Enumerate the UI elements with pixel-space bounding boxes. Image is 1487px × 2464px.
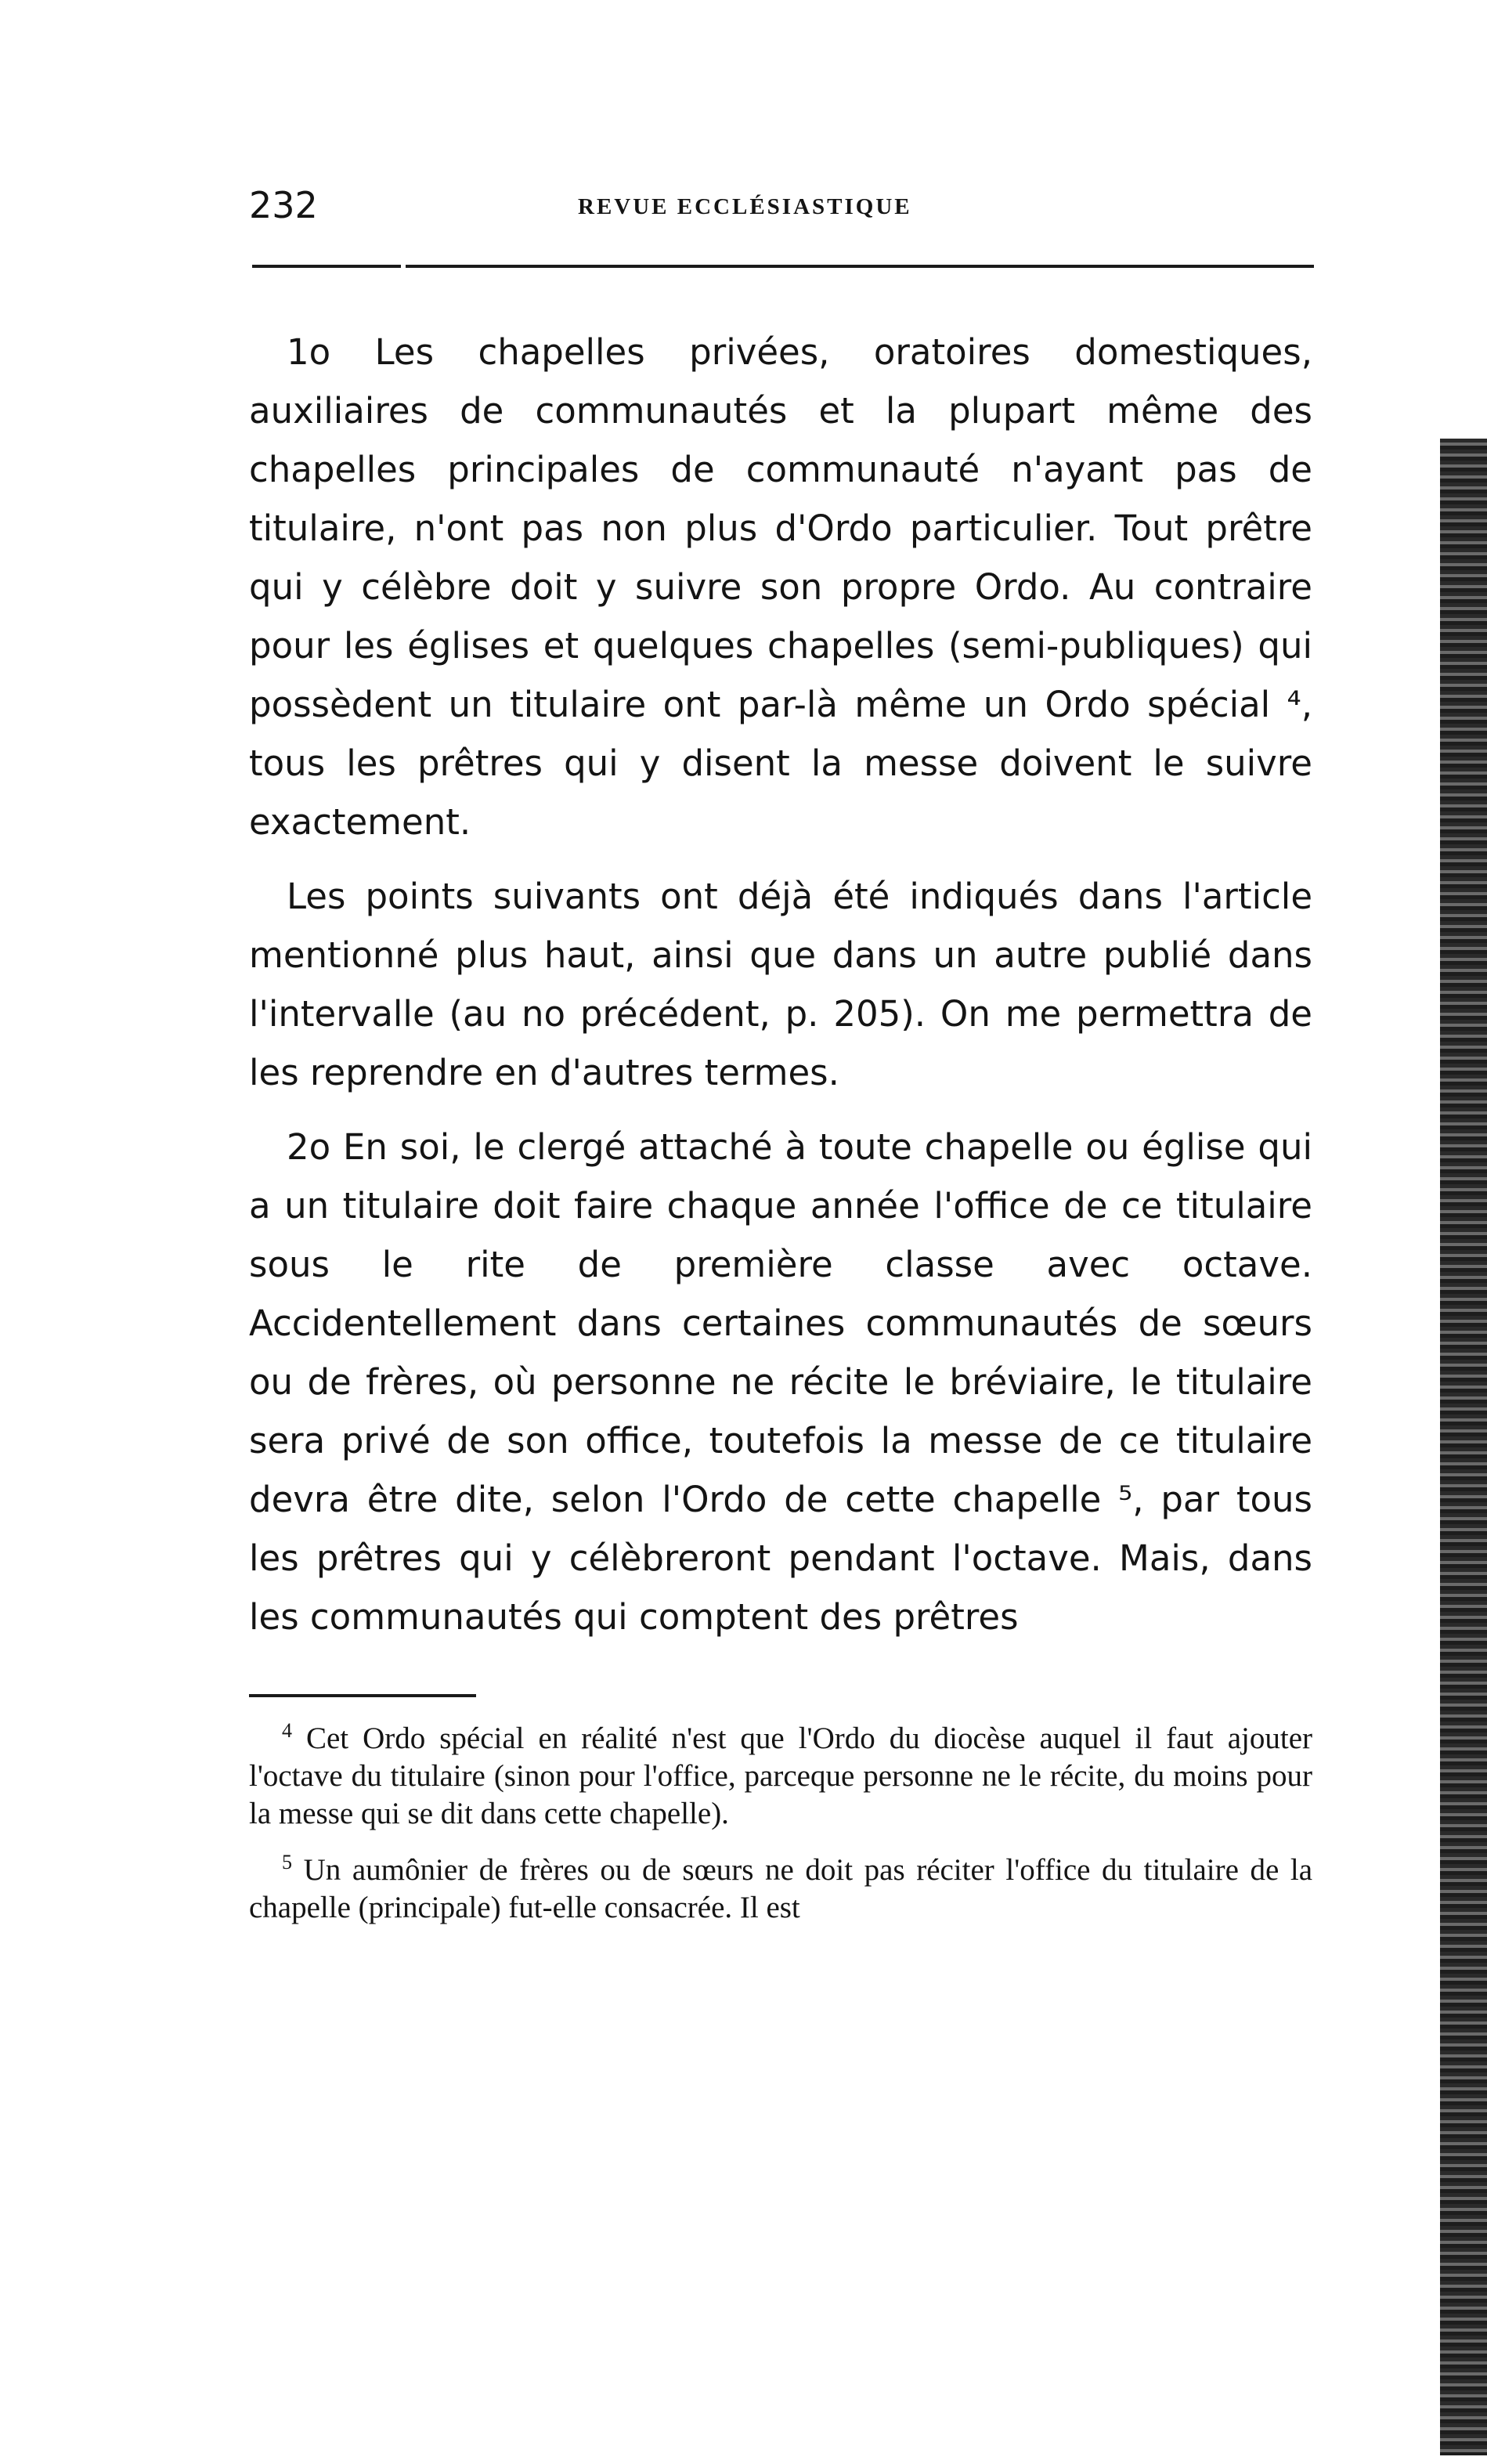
header-rule-left: [252, 265, 401, 268]
main-text: [249, 323, 1312, 1662]
page-number: 232: [249, 184, 318, 226]
footnotes: [249, 1720, 1312, 1946]
running-head: REVUE ECCLÉSIASTIQUE: [578, 194, 912, 219]
footnote-5-text: Un aumônier de frères ou de sœurs ne doit pas réciter l'office du titulaire de la chapelle (principale) fut-elle consacrée. Il est: [249, 1853, 1313, 1924]
paragraph-3: 2o En soi, le clergé attaché à toute chapelle ou église qui a un titulaire doit faire chaque année l'office de ce titulaire sous le rite de première classe avec octave. Accidentellement dans certaines communautés de sœurs ou de frères, où personne ne récite le bréviaire, le titulaire sera privé de son office, toutefois la messe de ce titulaire devra être dite, selon l'Ordo de cette chapelle ⁵, par tous les prêtres qui y célèbreront pendant l'octave. Mais, dans les communautés qui comptent des prêtres: [249, 1126, 1312, 1638]
footnote-4-mark: 4: [282, 1719, 292, 1742]
paragraph-1: 1o Les chapelles privées, oratoires domestiques, auxiliaires de communautés et la plupart même des chapelles principales de communauté n'ayant pas de titulaire, n'ont pas non plus d'Ordo particulier. Tout prêtre qui y célèbre doit y suivre son propre Ordo. Au contraire pour les églises et quelques chapelles (semi-publiques) qui possèdent un titulaire ont par-là même un Ordo spécial ⁴, tous les prêtres qui y disent la messe doivent le suivre exactement.: [249, 331, 1312, 843]
footnote-5-mark: 5: [282, 1851, 292, 1873]
scan-page-edge: [1440, 439, 1487, 2455]
footnote-rule: [249, 1694, 476, 1697]
footnote-4-text: Cet Ordo spécial en réalité n'est que l'Ordo du diocèse auquel il faut ajouter l'octave du titulaire (sinon pour l'office, parceque personne ne le récite, du moins pour la messe qui se dit dans cette chapelle).: [249, 1722, 1312, 1830]
footnote-5: [249, 1852, 1312, 1927]
footnote-4: [249, 1720, 1312, 1833]
paragraph-2: Les points suivants ont déjà été indiqués dans l'article mentionné plus haut, ainsi que dans un autre publié dans l'intervalle (au no précédent, p. 205). On me permettra de les reprendre en d'autres termes.: [249, 876, 1312, 1093]
page-header: [249, 182, 1312, 232]
header-rule-right: [406, 265, 1314, 268]
